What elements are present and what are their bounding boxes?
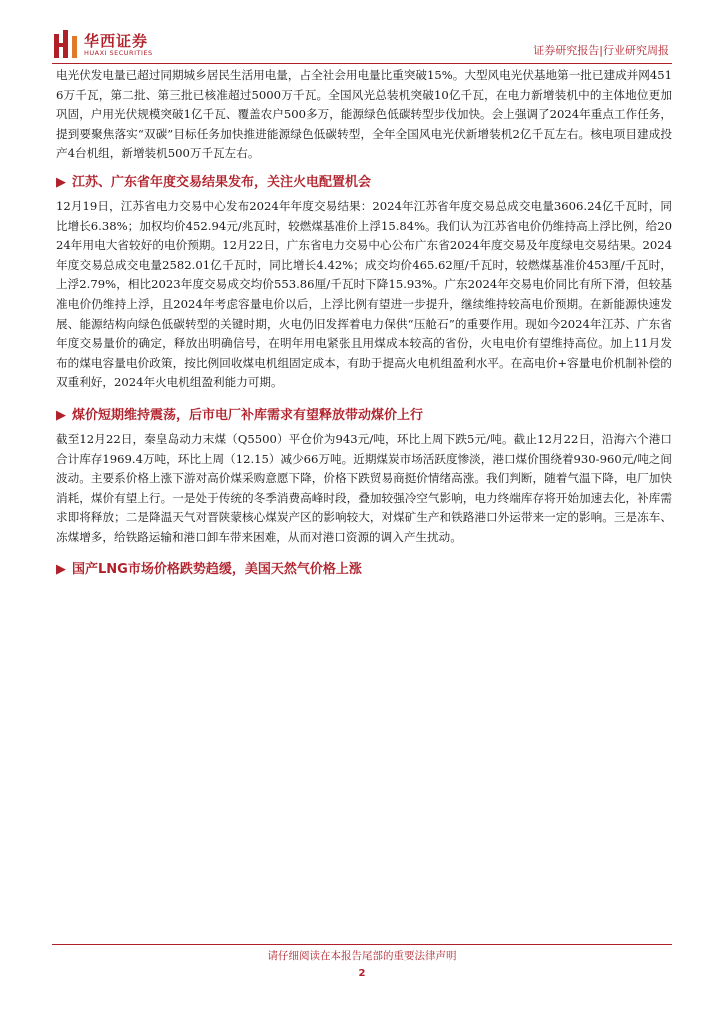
section-heading-jiangsu-guangdong [56,172,672,193]
paragraph-intro: 电光伏发电量已超过同期城乡居民生活用电量，占全社会用电量比重突破15%。大型风电光伏基地第一批已建成并网4516万千瓦，第二批、第三批已核准超过5000万千瓦。全国风光总装机突破10亿千瓦，在电力新增装机中的主体地位更加巩固，户用光伏规模突破1亿千瓦、覆盖农户500多万，能源绿色低碳转型步伐加快。会上强调了2024年重点工作任务，提到要聚焦落实“双碳”目标任务加快推进能源绿色低碳转型，全年全国风电光伏新增装机2亿千瓦左右。核电项目建成投产4台机组，新增装机500万千瓦左右。 [56,68,672,161]
triangle-bullet-icon: ▶ [56,174,66,190]
heading-text: 国产LNG市场价格跌势趋缓，美国天然气价格上涨 [72,562,362,578]
page-header [0,0,724,64]
heading-text: 江苏、广东省年度交易结果发布，关注火电配置机会 [72,174,372,190]
page-number: 2 [358,968,366,979]
legal-notice: 请仔细阅读在本报告尾部的重要法律声明 [267,950,457,962]
header-divider [52,63,672,64]
huaxi-logo-icon [52,30,80,60]
triangle-bullet-icon: ▶ [56,407,66,423]
report-type-label: 证券研究报告|行业研究周报 [533,44,669,57]
logo-text-cn: 华西证券 [84,32,149,50]
company-logo [52,30,162,62]
heading-text: 煤价短期维持震荡，后市电厂补库需求有望释放带动煤价上行 [72,407,424,423]
footer-divider [52,944,672,945]
section-heading-coal-price [56,405,672,426]
report-body [56,66,672,580]
paragraph-coal-market: 截至12月22日，秦皇岛动力末煤（Q5500）平仓价为943元/吨，环比上周下跌5元/吨。截止12月22日，沿海六个港口合计库存1969.4万吨，环比上周（12.15）减少66万吨。近期煤炭市场活跃度惨淡，港口煤价围绕着930-960元/吨之间波动。主要系价格上涨下游对高价煤采购意愿下降，价格下跌贸易商挺价情绪高涨。我们判断，随着气温下降，电厂加快消耗，煤价有望上行。一是处于传统的冬季消费高峰时段，叠加较强冷空气影响，电力终端库存将开始加速去化，补库需求即将释放；二是降温天气对晋陕蒙核心煤炭产区的影响较大，对煤矿生产和铁路港口外运带来一定的影响。三是冻车、冻煤增多，给铁路运输和港口卸车带来困难，从而对港口资源的调入产生扰动。 [56,431,672,544]
paragraph-power-trading: 12月19日，江苏省电力交易中心发布2024年年度交易结果：2024年江苏省年度交易总成交电量3606.24亿千瓦时，同比增长6.38%；加权均价452.94元/兆瓦时，较燃煤基准价上浮15.84%。我们认为江苏省电价仍维持高上浮比例，给2024年用电大省较好的电价预期。12月22日，广东省电力交易中心公布广东省2024年度交易及年度绿电交易结果。2024年度交易总成交电量2582.01亿千瓦时，同比增长4.42%；成交均价465.62厘/千瓦时，较燃煤基准价453厘/千瓦时，上浮2.79%，相比2023年度交易成交均价553.86厘/千瓦时下降15.93%。广东2024年交易电价同比有所下滑，但较基准电价仍维持上浮，且2024年考虑容量电价以后，上浮比例有望进一步提升，继续维持较高电价预期。在新能源快速发展、能源结构向绿色低碳转型的关键时期，火电仍旧发挥着电力保供“压舱石”的重要作用。现如今2024年江苏、广东省年度交易量价的确定，释放出明确信号，在明年用电紧张且用煤成本较高的省份，火电电价有望维持高位。加上11月发布的煤电容量电价政策，按比例回收煤电机组固定成本，有助于提高火电机组盈利水平。在高电价+容量电价机制补偿的双重利好，2024年火电机组盈利能力可期。 [56,198,672,390]
logo-text-en: HUAXI SECURITIES [84,49,153,57]
triangle-bullet-icon: ▶ [56,562,66,578]
section-heading-lng [56,559,672,580]
